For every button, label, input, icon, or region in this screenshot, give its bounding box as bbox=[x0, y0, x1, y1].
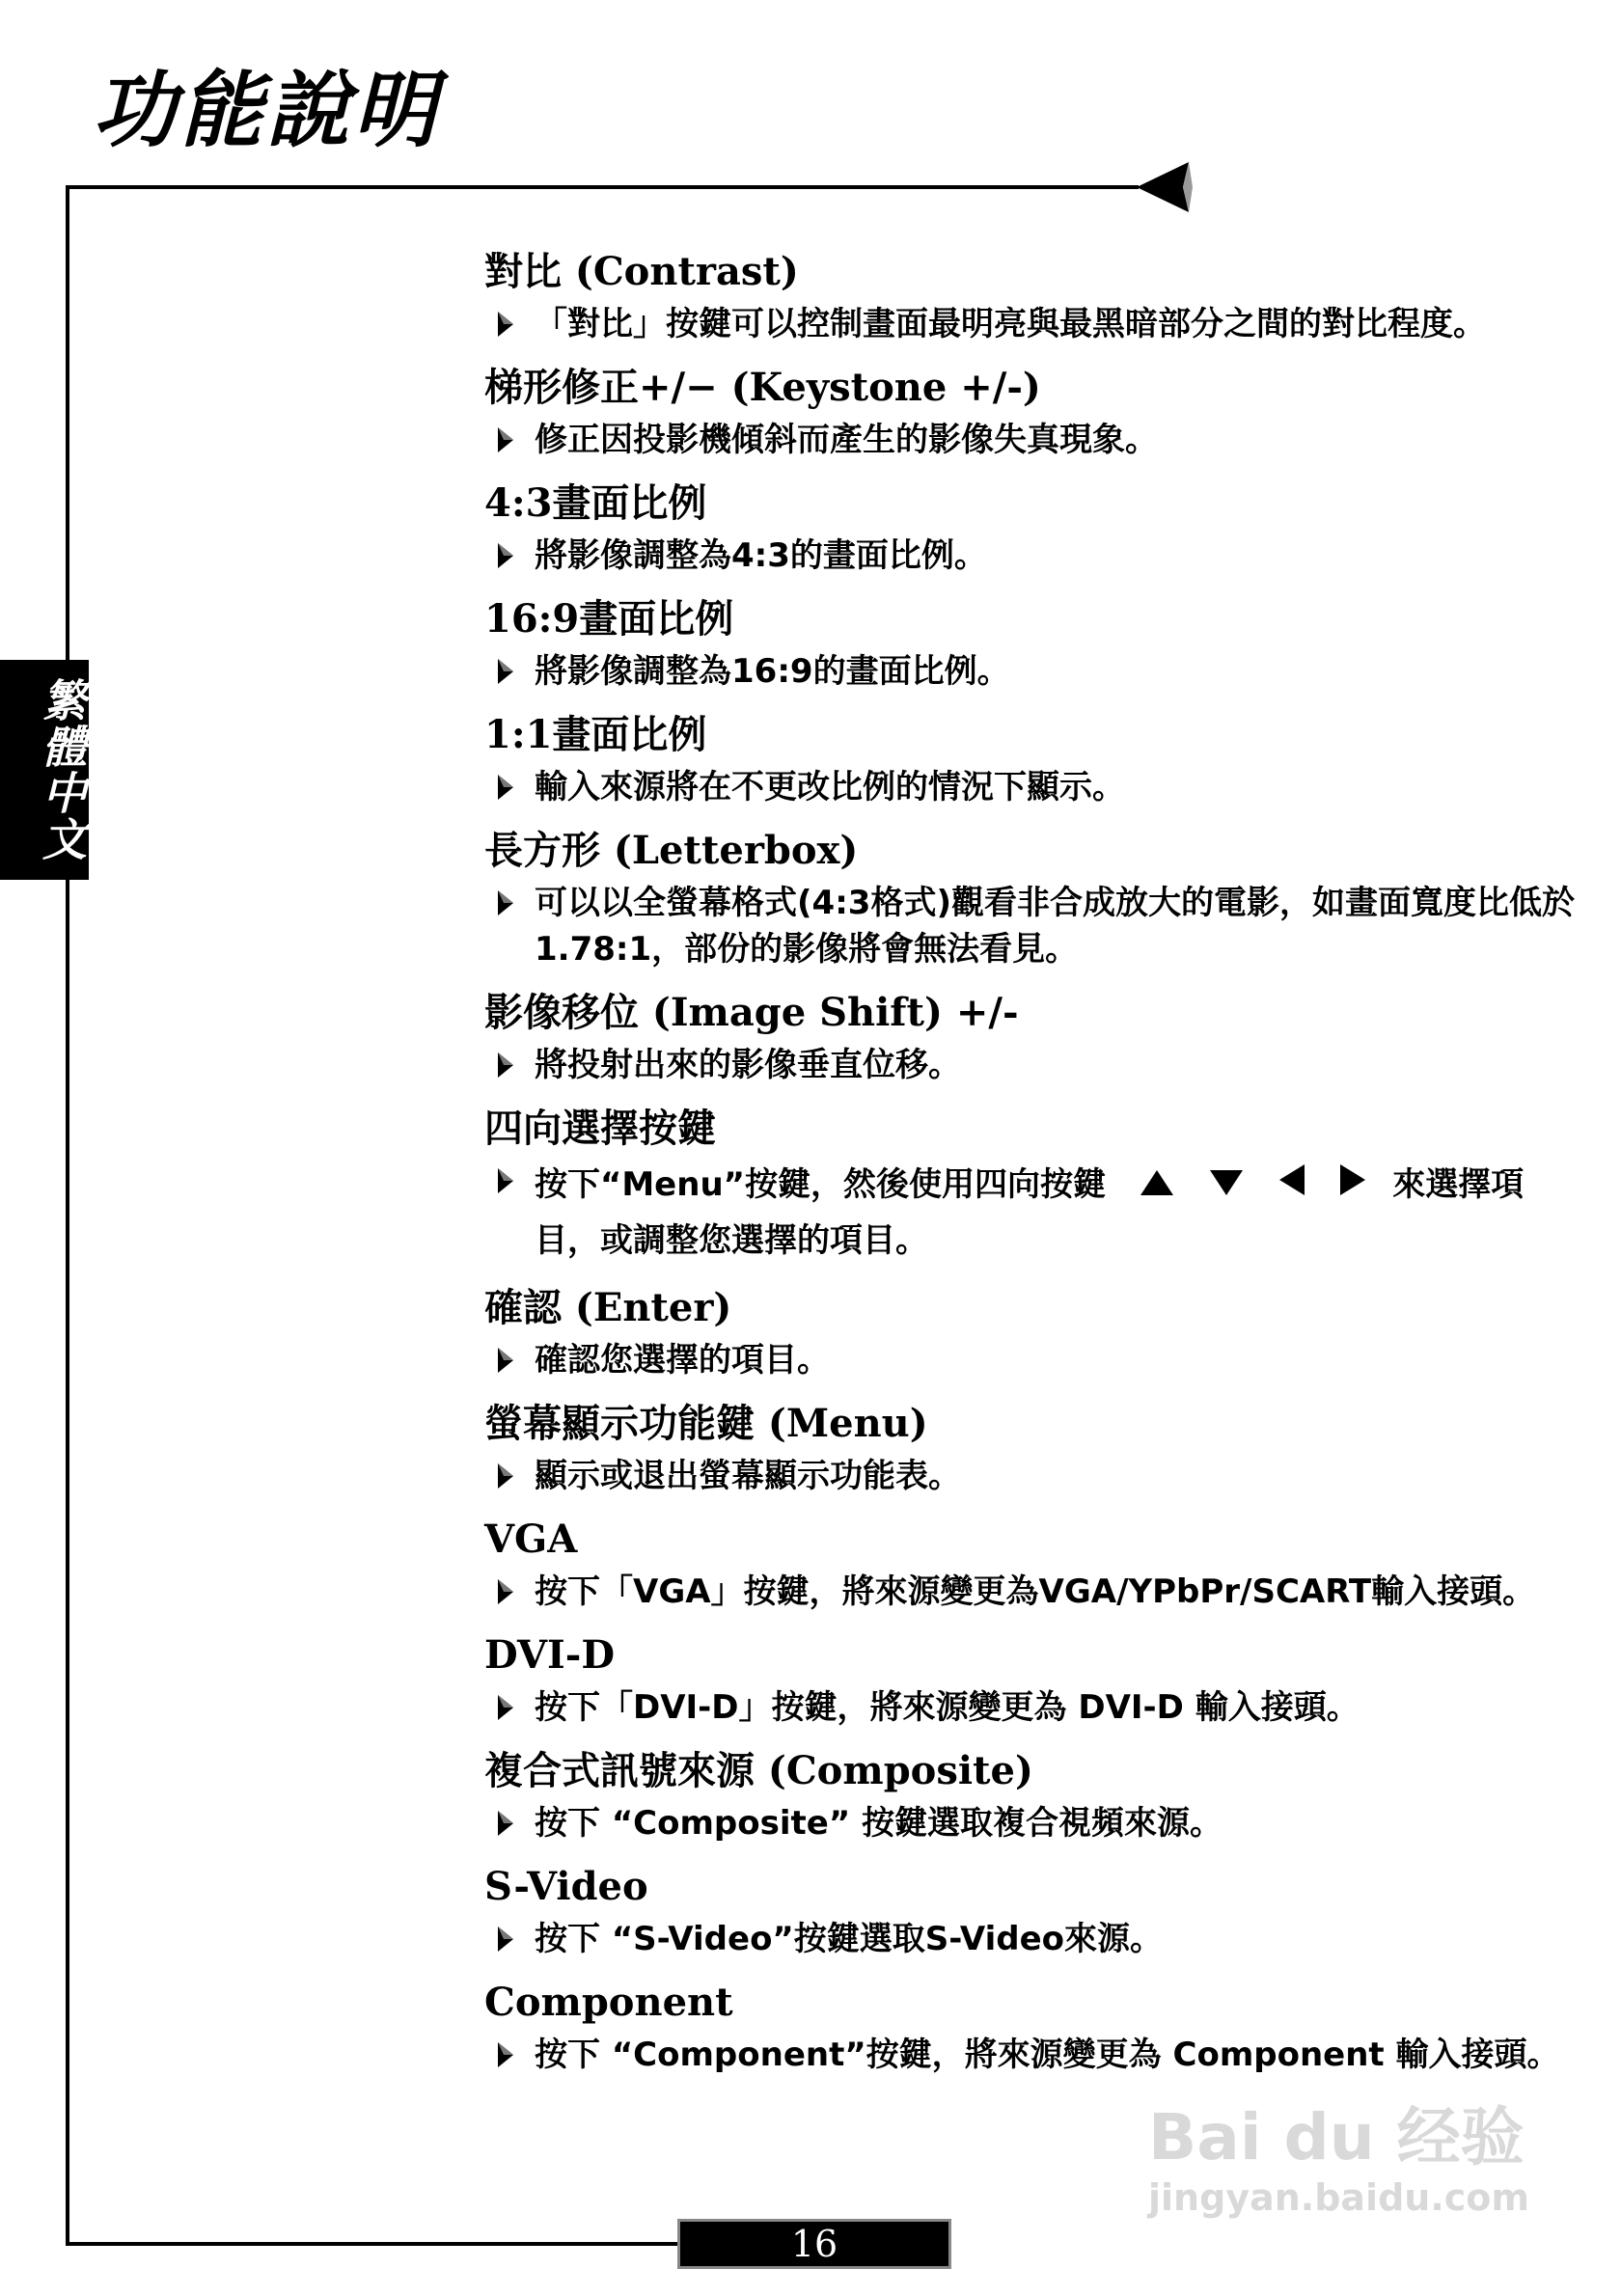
function-list bbox=[484, 243, 1575, 2090]
section-heading: 確認 (Enter) bbox=[484, 1285, 732, 1331]
section-description bbox=[484, 417, 1577, 463]
description-text-continued: 來選擇項目，或調整您選擇的項目。 bbox=[535, 1165, 1525, 1261]
bullet-triangle-icon bbox=[498, 1927, 513, 1952]
section-enter bbox=[484, 1279, 1565, 1383]
section-description bbox=[484, 648, 1577, 695]
language-tab-label: 繁體中文 bbox=[36, 677, 88, 862]
section-description bbox=[484, 1800, 1577, 1846]
section-heading: VGA bbox=[484, 1517, 578, 1563]
section-heading: S-Video bbox=[484, 1864, 648, 1910]
section-letterbox bbox=[484, 822, 1575, 972]
description-text: 可以以全螢幕格式(4:3格式)觀看非合成放大的電影，如畫面寬度比低於1.78:1，部份的影像將會無法看見。 bbox=[535, 884, 1575, 969]
section-heading: 16:9畫面比例 bbox=[484, 596, 734, 642]
section-menu bbox=[484, 1395, 1565, 1499]
section-s-video bbox=[484, 1858, 1565, 1962]
section-keystone bbox=[484, 359, 1565, 463]
section-image-shift bbox=[484, 984, 1565, 1088]
section-heading: 四向選擇按鍵 bbox=[484, 1106, 716, 1151]
section-contrast bbox=[484, 243, 1565, 347]
bullet-triangle-icon bbox=[498, 1579, 513, 1604]
watermark-url: jingyan.baidu.com bbox=[1148, 2176, 1529, 2219]
description-text: 按下 “S-Video”按鍵選取S-Video來源。 bbox=[535, 1920, 1164, 1959]
section-heading: 長方形 (Letterbox) bbox=[484, 828, 859, 873]
page-title: 功能說明 bbox=[93, 63, 440, 159]
section-heading: DVI-D bbox=[484, 1632, 616, 1679]
section-heading: 影像移位 (Image Shift) +/- bbox=[484, 990, 1019, 1035]
frame-left-rule bbox=[66, 185, 69, 2246]
section-heading: 對比 (Contrast) bbox=[484, 249, 799, 294]
frame-bottom-rule bbox=[66, 2242, 677, 2246]
bullet-triangle-icon bbox=[498, 659, 513, 684]
section-heading: Component bbox=[484, 1980, 733, 2026]
bullet-triangle-icon bbox=[498, 543, 513, 568]
description-text: 按下「VGA」按鍵，將來源變更為VGA/YPbPr/SCART輸入接頭。 bbox=[535, 1572, 1536, 1612]
bullet-triangle-icon bbox=[498, 2042, 513, 2067]
frame-top-rule bbox=[66, 185, 1139, 189]
section-description bbox=[484, 1684, 1577, 1731]
arrow-left-icon bbox=[1278, 1160, 1306, 1214]
bullet-triangle-icon bbox=[498, 775, 513, 800]
section-heading: 螢幕顯示功能鍵 (Menu) bbox=[484, 1401, 928, 1447]
section-composite bbox=[484, 1742, 1565, 1846]
section-dvi-d bbox=[484, 1626, 1565, 1731]
description-text: 將影像調整為16:9的畫面比例。 bbox=[535, 652, 1010, 691]
description-text: 「對比」按鍵可以控制畫面最明亮與最黑暗部分之間的對比程度。 bbox=[535, 305, 1486, 343]
description-text: 輸入來源將在不更改比例的情況下顯示。 bbox=[535, 768, 1125, 806]
description-text: 修正因投影機傾斜而產生的影像失真現象。 bbox=[535, 421, 1158, 459]
description-text: 按下“Menu”按鍵，然後使用四向按鍵 bbox=[535, 1165, 1106, 1204]
section-four-way-keys bbox=[484, 1100, 1565, 1268]
bullet-triangle-icon bbox=[498, 312, 513, 337]
description-text: 按下 “Composite” 按鍵選取複合視頻來源。 bbox=[535, 1804, 1223, 1844]
description-text: 將影像調整為4:3的畫面比例。 bbox=[535, 536, 987, 575]
bullet-triangle-icon bbox=[498, 890, 513, 916]
section-description bbox=[484, 764, 1577, 810]
section-description bbox=[484, 1569, 1577, 1615]
arrow-right-icon bbox=[1338, 1160, 1367, 1214]
section-component bbox=[484, 1974, 1565, 2078]
section-description bbox=[484, 2032, 1577, 2078]
watermark-text bbox=[1148, 2099, 1534, 2219]
arrow-down-icon bbox=[1208, 1160, 1245, 1214]
section-description bbox=[484, 1453, 1577, 1499]
section-4-3-ratio bbox=[484, 475, 1565, 579]
section-description bbox=[484, 1042, 1577, 1088]
direction-keys bbox=[1139, 1159, 1368, 1215]
section-heading: 1:1畫面比例 bbox=[484, 712, 707, 757]
section-description bbox=[484, 533, 1577, 579]
section-description bbox=[484, 880, 1577, 972]
bullet-triangle-icon bbox=[498, 427, 513, 452]
section-1-1-ratio bbox=[484, 706, 1565, 810]
page-number: 16 bbox=[790, 2223, 838, 2265]
arrow-up-icon bbox=[1139, 1160, 1175, 1214]
section-vga bbox=[484, 1511, 1565, 1615]
section-description bbox=[484, 1158, 1577, 1268]
description-text: 顯示或退出螢幕顯示功能表。 bbox=[535, 1457, 961, 1496]
bullet-triangle-icon bbox=[498, 1463, 513, 1489]
section-heading: 4:3畫面比例 bbox=[484, 480, 707, 526]
section-description bbox=[484, 1337, 1577, 1383]
section-16-9-ratio bbox=[484, 590, 1565, 695]
bullet-triangle-icon bbox=[498, 1348, 513, 1373]
description-text: 按下 “Component”按鍵，將來源變更為 Component 輸入接頭。 bbox=[535, 2036, 1560, 2075]
section-heading: 複合式訊號來源 (Composite) bbox=[484, 1748, 1033, 1794]
bullet-triangle-icon bbox=[498, 1168, 513, 1193]
section-description bbox=[484, 1916, 1577, 1962]
description-text: 將投射出來的影像垂直位移。 bbox=[535, 1046, 961, 1084]
watermark-brand: Bai du 经验 bbox=[1148, 2100, 1525, 2174]
watermark bbox=[1148, 2099, 1534, 2244]
section-description bbox=[484, 301, 1577, 347]
description-text: 確認您選擇的項目。 bbox=[535, 1341, 830, 1380]
section-heading: 梯形修正+/− (Keystone +/-) bbox=[484, 365, 1041, 410]
description-text: 按下「DVI-D」按鍵，將來源變更為 DVI-D 輸入接頭。 bbox=[535, 1688, 1360, 1728]
left-pointer-arrow-icon bbox=[1133, 158, 1193, 216]
bullet-triangle-icon bbox=[498, 1695, 513, 1720]
bullet-triangle-icon bbox=[498, 1811, 513, 1836]
bullet-triangle-icon bbox=[498, 1052, 513, 1078]
